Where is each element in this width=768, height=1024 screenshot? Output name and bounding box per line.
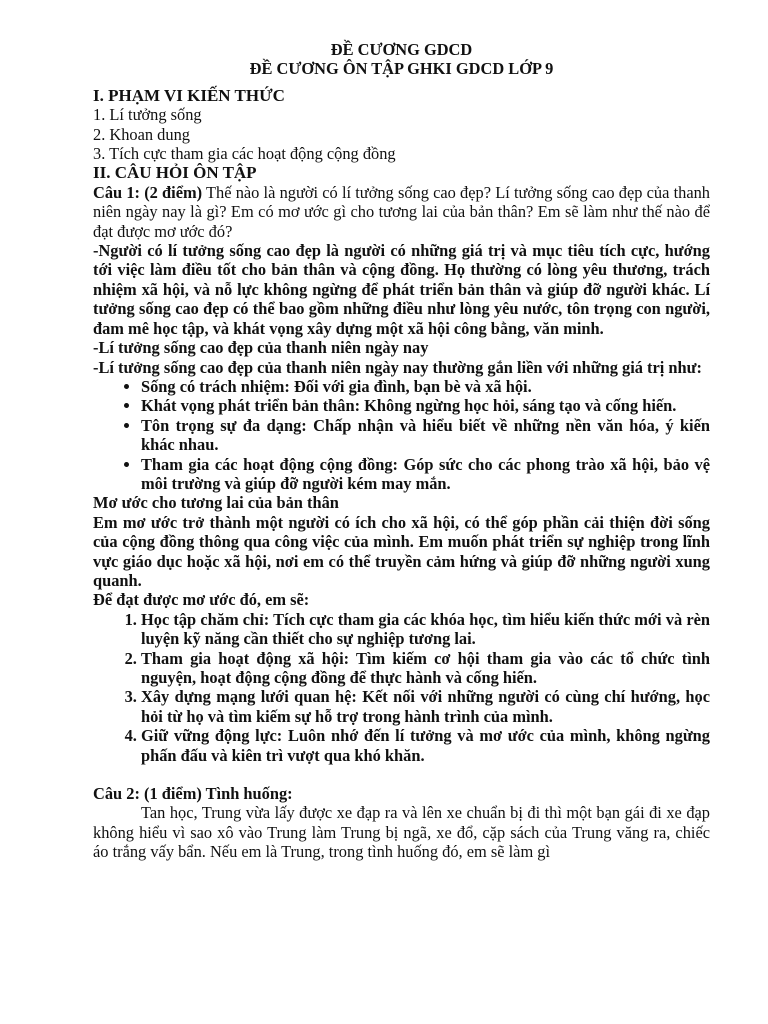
question-1-label: Câu 1: (2 điểm): [93, 182, 203, 202]
dream-text: Em mơ ước trở thành một người có ích cho xã hội, có thể góp phần cải thiện đời sống của cộng đồng thông qua công việc của mình. Em muốn phát triển sự nghiệp trong lĩnh vực giáo dục hoặc xã hội, nơi em có thể truyền cảm hứng và giúp đỡ những người xung quanh.: [93, 512, 710, 590]
scope-item-3: 3. Tích cực tham gia các hoạt động cộng đồng: [93, 144, 396, 164]
document-title: ĐỀ CƯƠNG GDCD: [330, 40, 473, 59]
document-page: [93, 40, 710, 862]
scope-item-1: 1. Lí tưởng sống: [93, 105, 202, 125]
question-2-label: Câu 2: (1 điểm) Tình huống:: [93, 784, 293, 804]
bullet-item: • Tham gia các hoạt động cộng đồng: Góp sức cho các phong trào xã hội, bảo vệ môi trường và giúp đỡ người kém may mắn.: [141, 455, 710, 494]
answer-1-paragraph-3: -Lí tưởng sống cao đẹp của thanh niên ngày nay thường gắn liền với những giá trị như:: [93, 357, 702, 377]
step-item: 4. Giữ vững động lực: Luôn nhớ đến lí tưởng và mơ ước của mình, không ngừng phấn đấu và kiên trì vượt qua khó khăn.: [141, 726, 710, 765]
step-item: 2. Tham gia hoạt động xã hội: Tìm kiếm cơ hội tham gia vào các tổ chức tình nguyện, hoạt động cộng đồng để thực hành và cống hiến.: [141, 649, 710, 688]
blank-line: [93, 765, 710, 784]
question-1-text: Thế nào là người có lí tưởng sống cao đẹp? Lí tưởng sống cao đẹp của thanh niên ngày nay là gì? Em có mơ ước gì cho tương lai của bản thân? Em sẽ làm như thế nào để đạt được mơ ước đó?: [93, 182, 710, 241]
answer-1-paragraph-1: -Người có lí tưởng sống cao đẹp là người có những giá trị và mục tiêu tích cực, hướng tới việc làm điều tốt cho bản thân và cộng đồng. Họ thường có lòng yêu thương, trách nhiệm xã hội, và nỗ lực không ngừng để phát triển bản thân và giúp đỡ người khác. Lí tưởng sống cao đẹp có thể bao gồm những điều như lòng yêu nước, tôn trọng con người, đam mê học tập, và khát vọng xây dựng một xã hội công bằng, văn minh.: [93, 241, 710, 338]
plan-steps-list: [93, 610, 710, 765]
question-1: [93, 183, 710, 241]
plan-heading: Để đạt được mơ ước đó, em sẽ:: [93, 590, 310, 610]
bullet-item: • Khát vọng phát triển bản thân: Không ngừng học hỏi, sáng tạo và cống hiến.: [141, 396, 710, 415]
question-2-text: Tan học, Trung vừa lấy được xe đạp ra và lên xe chuẩn bị đi thì một bạn gái đi xe đạp không hiểu vì sao xô vào Trung làm Trung bị ngã, xe đổ, cặp sách của Trung văng ra, chiếc áo trắng vấy bẩn. Nếu em là Trung, trong tình huống đó, em sẽ làm gì: [93, 803, 710, 862]
document-subtitle: ĐỀ CƯƠNG ÔN TẬP GHKI GDCD LỚP 9: [249, 59, 554, 79]
values-bullet-list: [93, 377, 710, 493]
section-heading-scope: I. PHẠM VI KIẾN THỨC: [93, 85, 285, 105]
section-heading-questions: II. CÂU HỎI ÔN TẬP: [93, 163, 257, 183]
dream-heading: Mơ ước cho tương lai của bản thân: [93, 493, 339, 513]
step-item: 3. Xây dựng mạng lưới quan hệ: Kết nối với những người có cùng chí hướng, học hỏi từ họ và tìm kiếm sự hỗ trợ trong hành trình của mình.: [141, 687, 710, 726]
scope-item-2: 2. Khoan dung: [93, 124, 190, 144]
bullet-item: • Tôn trọng sự đa dạng: Chấp nhận và hiểu biết về những nền văn hóa, ý kiến khác nhau.: [141, 416, 710, 455]
bullet-item: • Sống có trách nhiệm: Đối với gia đình, bạn bè và xã hội.: [141, 377, 710, 396]
step-item: 1. Học tập chăm chỉ: Tích cực tham gia các khóa học, tìm hiểu kiến thức mới và rèn luyện kỹ năng cần thiết cho sự nghiệp tương lai.: [141, 610, 710, 649]
answer-1-paragraph-2: -Lí tưởng sống cao đẹp của thanh niên ngày nay: [93, 338, 429, 358]
